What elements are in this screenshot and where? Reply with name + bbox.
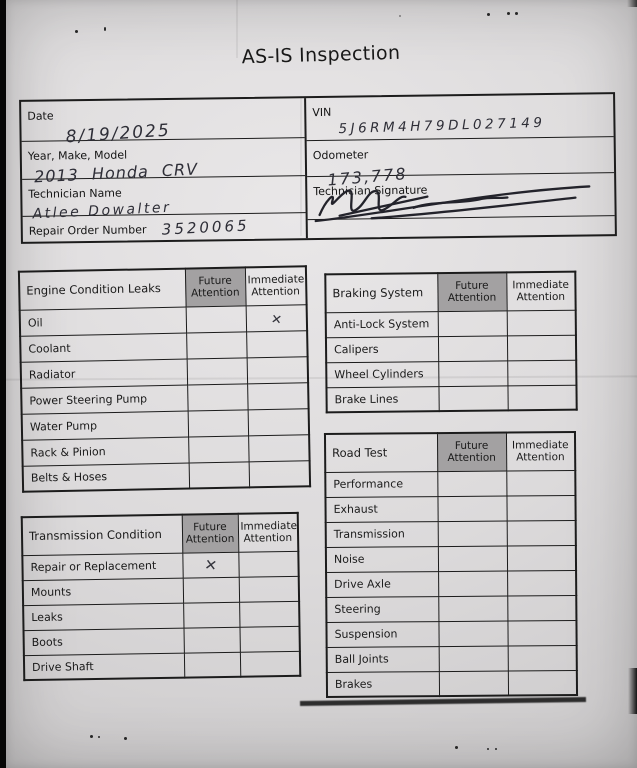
page-title: AS-IS Inspection — [241, 41, 401, 69]
table-row — [326, 545, 576, 572]
immediate-cell — [508, 645, 577, 671]
odometer-label: Odometer — [312, 148, 369, 163]
table-row — [326, 620, 576, 647]
future-cell — [438, 596, 507, 622]
table-row — [327, 670, 577, 697]
row-label: Steering — [326, 596, 438, 622]
engine-condition-table — [18, 265, 311, 493]
ink-speck — [487, 13, 490, 16]
transmission-table-title: Transmission Condition — [22, 515, 183, 556]
row-label: Anti-Lock System — [326, 311, 438, 337]
row-label: Brake Lines — [326, 386, 438, 412]
future-cell — [438, 335, 507, 361]
field-date — [21, 98, 304, 148]
row-label: Oil — [20, 307, 186, 336]
future-cell — [188, 435, 248, 462]
field-year-make-model — [22, 138, 305, 187]
future-cell — [438, 385, 507, 411]
repair-order-label: Repair Order Number — [28, 223, 147, 238]
immediate-cell — [507, 545, 576, 571]
row-label: Performance — [325, 471, 437, 497]
immediate-cell — [238, 551, 298, 577]
ink-speck — [124, 737, 127, 740]
row-label: Repair or Replacement — [22, 553, 182, 581]
future-cell — [439, 671, 508, 697]
row-label: Noise — [326, 546, 438, 572]
row-label: Belts & Hoses — [23, 463, 189, 492]
future-cell — [186, 305, 246, 332]
future-cell — [438, 621, 507, 647]
immediate-cell — [507, 385, 576, 411]
field-technician-signature — [307, 173, 615, 220]
vin-label: VIN — [312, 105, 332, 120]
ink-speck — [507, 12, 510, 15]
odometer-value: 173,778 — [326, 164, 409, 190]
table-row — [326, 385, 576, 413]
future-attention-header: Future Attention — [437, 433, 506, 472]
check-mark: ✕ — [203, 555, 219, 576]
technician-name-label: Technician Name — [28, 186, 122, 201]
field-repair-order-number — [23, 213, 306, 240]
future-cell — [438, 521, 507, 547]
road-test-table — [324, 431, 578, 698]
immediate-cell — [239, 601, 299, 627]
immediate-cell — [506, 470, 575, 496]
row-label: Suspension — [326, 621, 438, 647]
info-left-column — [21, 98, 306, 242]
braking-system-table — [324, 271, 577, 414]
row-label: Drive Shaft — [24, 653, 184, 681]
immediate-attention-header: Immediate Attention — [238, 513, 299, 552]
table-row — [325, 495, 575, 522]
engine-table-title: Engine Condition Leaks — [19, 269, 186, 310]
info-right-column — [304, 94, 615, 238]
row-label: Calipers — [326, 336, 438, 362]
ink-speck — [98, 736, 100, 738]
future-cell — [187, 357, 247, 384]
vehicle-info-box — [19, 92, 617, 244]
ink-speck — [495, 748, 497, 750]
row-label: Transmission — [326, 521, 438, 547]
future-cell — [438, 310, 507, 336]
future-cell — [438, 360, 507, 386]
row-label: Leaks — [23, 603, 183, 631]
ink-speck — [104, 27, 106, 31]
immediate-cell — [507, 360, 576, 386]
row-label: Power Steering Pump — [21, 385, 187, 414]
year-make-model-label: Year, Make, Model — [27, 148, 128, 163]
table-row — [326, 310, 576, 338]
immediate-cell — [239, 576, 299, 602]
future-cell — [439, 646, 508, 672]
table-row — [326, 360, 576, 388]
future-cell — [186, 331, 246, 358]
field-vin — [306, 94, 614, 141]
row-label: Ball Joints — [327, 646, 439, 672]
table-row — [326, 595, 576, 622]
table-row — [24, 651, 300, 680]
immediate-attention-header: Immediate Attention — [245, 266, 307, 305]
immediate-cell — [507, 310, 576, 336]
immediate-cell — [249, 460, 310, 487]
immediate-cell — [247, 356, 308, 383]
immediate-cell — [507, 595, 576, 621]
immediate-attention-header: Immediate Attention — [506, 432, 575, 471]
immediate-cell — [246, 304, 307, 331]
transmission-condition-table — [21, 512, 302, 681]
technician-signature-label: Technician Signature — [313, 183, 428, 199]
future-cell — [437, 496, 506, 522]
immediate-cell — [239, 626, 299, 652]
date-value: 8/19/2025 — [65, 120, 172, 148]
ink-speck — [487, 748, 489, 750]
row-label: Water Pump — [22, 411, 188, 440]
future-cell — [184, 652, 240, 678]
row-label: Drive Axle — [326, 571, 438, 597]
row-label: Boots — [24, 628, 184, 656]
repair-order-value: 3520065 — [161, 216, 250, 239]
future-attention-header: Future Attention — [185, 267, 246, 306]
technician-name-value: Atlee Dowalter — [32, 199, 172, 223]
future-attention-header: Future Attention — [437, 272, 506, 311]
date-label: Date — [27, 109, 54, 123]
row-label: Brakes — [327, 671, 439, 697]
row-label: Mounts — [23, 578, 183, 606]
road-test-table-title: Road Test — [325, 433, 437, 472]
future-cell — [437, 471, 506, 497]
ink-speck — [399, 15, 401, 17]
immediate-attention-header: Immediate Attention — [506, 272, 575, 311]
row-label: Coolant — [20, 333, 186, 362]
vin-value: 5J6RM4H79DL027149 — [338, 114, 546, 138]
future-attention-header: Future Attention — [182, 514, 239, 553]
table-row — [23, 460, 310, 492]
future-cell — [183, 577, 239, 603]
field-odometer — [307, 137, 614, 190]
future-cell — [438, 571, 507, 597]
table-row — [326, 570, 576, 597]
table-row — [326, 335, 576, 363]
immediate-cell — [506, 495, 575, 521]
table-row — [326, 520, 576, 547]
immediate-cell — [507, 570, 576, 596]
immediate-cell — [240, 651, 300, 677]
row-label: Radiator — [21, 359, 187, 388]
ink-speck — [90, 735, 93, 738]
immediate-cell — [247, 382, 308, 409]
future-cell — [183, 602, 239, 628]
braking-table-title: Braking System — [325, 273, 437, 312]
ink-speck — [515, 12, 518, 15]
future-cell — [438, 546, 507, 572]
empty-row — [308, 216, 615, 236]
year-make-model-value: 2013 Honda CRV — [33, 159, 199, 187]
immediate-cell — [246, 330, 307, 357]
row-label: Wheel Cylinders — [326, 361, 438, 387]
immediate-cell — [248, 434, 309, 461]
table-row — [325, 470, 575, 497]
immediate-cell — [507, 520, 576, 546]
future-cell — [187, 383, 247, 410]
immediate-cell — [507, 335, 576, 361]
immediate-cell — [248, 408, 309, 435]
ink-speck — [75, 30, 78, 33]
row-label: Exhaust — [325, 496, 437, 522]
immediate-cell — [508, 670, 577, 696]
row-label: Rack & Pinion — [22, 437, 188, 466]
table-row — [327, 645, 577, 672]
future-cell — [189, 461, 249, 488]
future-cell — [182, 552, 238, 578]
future-cell — [188, 409, 248, 436]
immediate-cell — [507, 620, 576, 646]
ink-speck — [455, 746, 458, 749]
check-mark: ✕ — [269, 311, 283, 329]
field-technician-name — [22, 176, 305, 223]
future-cell — [183, 627, 239, 653]
